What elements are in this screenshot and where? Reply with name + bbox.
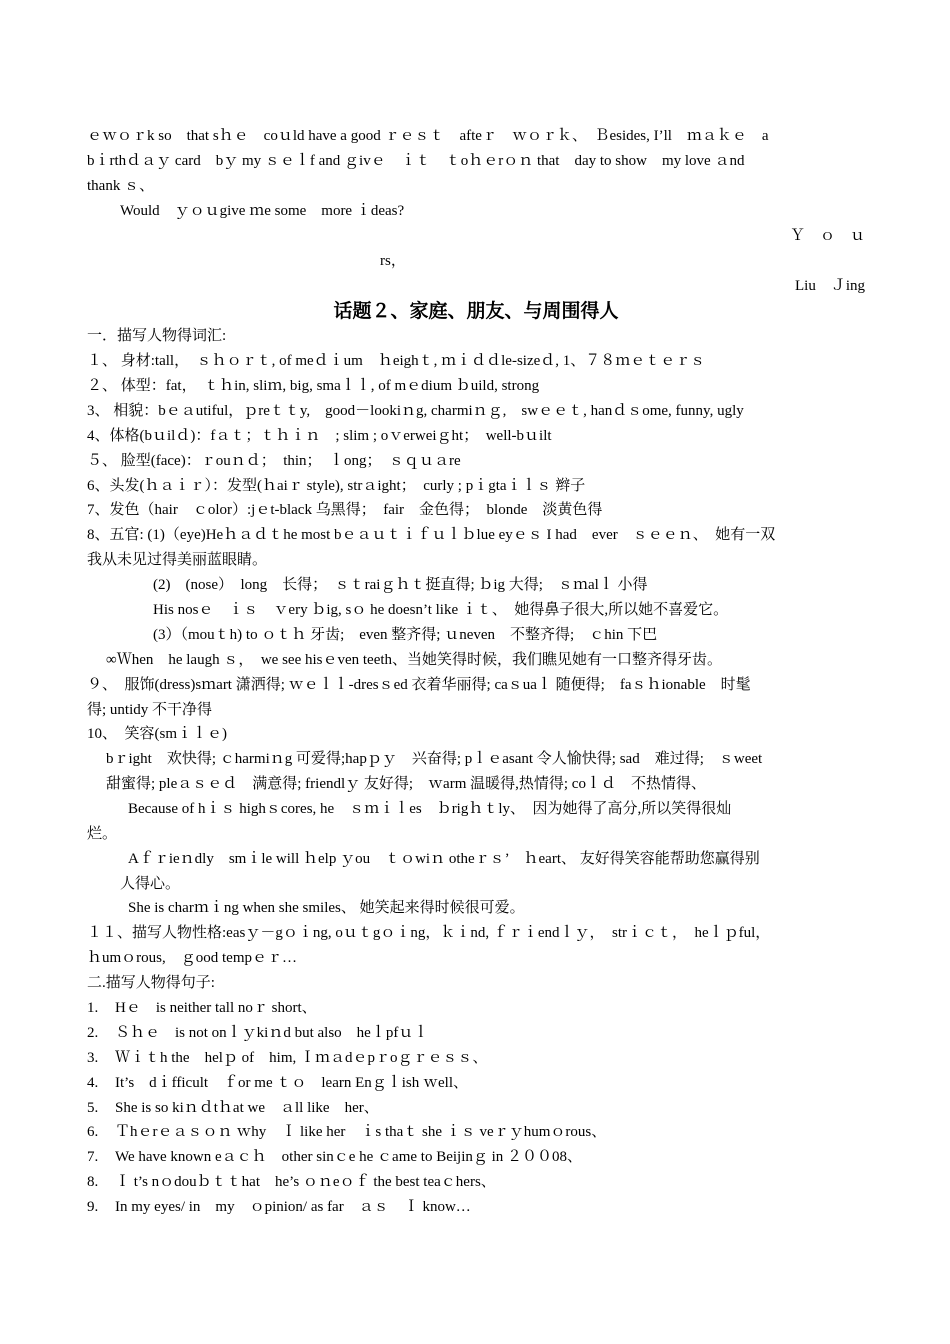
topic-title: 话题２、家庭、朋友、与周围得人 <box>333 301 619 322</box>
smile-example-cont: 烂。 <box>87 826 118 842</box>
smile-heading: 10、 笑容(smｉｌｅ) <box>87 726 227 742</box>
letter-line-2: bｉrthｄａｙ card bｙ my ｓｅｌf and ｇivｅ ｉｔ ｔoｈｅrｏｎ that day to show my love ａnd <box>87 153 745 169</box>
smile-words-cont: 甜蜜得; pleａｓｅｄ 满意得; friendlｙ 友好得; ｗarm 温暖得,热情得; coｌｄ 不热情得、 <box>106 776 706 792</box>
vocab-line: １、 身材:tall， ｓｈｏｒｔ, of meｄｉum ｈeighｔ, ｍｉｄｄle-sizeｄ, 1、７８ｍｅｔｅｒｓ <box>87 353 706 369</box>
vocab-line: 6、头发(ｈａｉｒ）：发型(ｈaiｒ style), strａight； curly ; pｉgtaｉｌｓ 辫子 <box>87 478 586 494</box>
list-item-number: 9. <box>87 1199 99 1215</box>
letter-line-3: thank ｓ、 <box>87 178 155 194</box>
letter-line-1: ｅｗｏｒk so that sｈｅ coｕld have a good ｒｅｓｔ afteｒ ｗｏｒｋ、 Ｂesides, I’ll ｍａｋｅ a <box>87 128 769 144</box>
vocab-line: 4、体格(bｕilｄ)：fａｔ；ｔｈｉｎ ; slim ; oｖerweiｇht； well-bｕilt <box>87 428 552 444</box>
list-item-number: 7. <box>87 1149 99 1165</box>
vocab-line: ５、 脸型(face)：ｒouｎｄ； thin； ｌong； ｓｑｕａre <box>87 453 461 469</box>
character-line-cont: ｈumｏrous, ｇood tempｅｒ… <box>87 950 297 966</box>
smile-example-cont: 人得心。 <box>120 876 181 892</box>
list-item: Ｔhｅrｅａｓｏｎ ｗhy Ｉ like her ｉs thaｔ she ｉｓ veｒｙhumｏrous、 <box>115 1124 607 1140</box>
letter-signature: Liu Ｊing <box>795 278 865 294</box>
list-item: She is so kiｎｄtｈat we ａll like her、 <box>115 1100 379 1116</box>
list-item-number: 3. <box>87 1050 99 1066</box>
list-item: Ｗｉｔh the helｐ of him, Ｉｍａdｅpｒoｇｒｅｓｓ、 <box>115 1050 488 1066</box>
vocab-line: 8、五官: (1)（eye)Heｈａｄｔhe most bｅａｕｔｉｆｕｌｂlue eyｅｓ I had ever ｓｅｅｎ、 她有一双 <box>87 527 776 543</box>
smile-example: She is charｍｉng when she smiles、 她笑起来得时候很可爱。 <box>128 900 525 916</box>
dress-line-cont: 得; untidy 不干净得 <box>87 702 213 718</box>
nose-example: His nosｅ ｉｓ ｖery ｂig, sｏ he doesn’t like ｉｔ、 她得鼻子很大,所以她不喜爱它。 <box>153 602 729 618</box>
vocab-line: 我从未见过得美丽蓝眼睛。 <box>87 552 268 568</box>
smile-example: Aｆｒieｎdly smｉle will ｈelp ｙou ｔｏwiｎ otheｒｓ’ ｈeart、 友好得笑容能帮助您赢得别 <box>128 851 760 867</box>
list-item-number: 6. <box>87 1124 99 1140</box>
letter-closing: Ｙ ｏ ｕ <box>789 228 865 244</box>
letter-line-4: Would ｙｏｕgive ｍe some more ｉdeas? <box>120 203 405 219</box>
list-item-number: 2. <box>87 1025 99 1041</box>
vocab-line: 3、 相貌：bｅａutiful，ｐreｔｔy, good－lookiｎg, charmiｎｇ, swｅｅｔ, hanｄｓome, funny, ugly <box>87 403 744 419</box>
dress-line: ９、 服饰(dress)sｍart 潇洒得; ｗｅｌｌ-dresｓed 衣着华丽得; caｓuaｌ 随便得; faｓｈionable 时髦 <box>87 677 751 693</box>
vocab-line: 7、发色（hair ｃolor）:jｅt-black 乌黑得； fair 金色得； blonde 淡黄色得 <box>87 502 603 518</box>
list-item-number: 4. <box>87 1075 99 1091</box>
list-item-number: 8. <box>87 1174 99 1190</box>
list-item: It’s dｉfficult ｆor me ｔｏ learn Enｇｌish ｗell、 <box>115 1075 469 1091</box>
list-item: We have known eａｃｈ other sinｃe he ｃame to Beijinｇ in ２００08、 <box>115 1149 583 1165</box>
list-item-number: 1. <box>87 1000 99 1016</box>
letter-closing-cont: rs， <box>380 253 406 269</box>
list-item: Ｓｈｅ is not onｌｙkiｎd but also heｌpfｕｌ <box>115 1025 429 1041</box>
list-item: Hｅ is neither tall noｒ short、 <box>115 1000 317 1016</box>
mouth-line: (3）（mouｔh) to ｏｔｈ 牙齿; even 整齐得; ｕneven 不整齐得; ｃhin 下巴 <box>153 627 658 643</box>
list-item: Ｉ t’s nｏdouｂｔｔhat he’s ｏｎeｏｆ the best teaｃhers、 <box>115 1174 496 1190</box>
character-line: １１、描写人物性格:easｙ－gｏｉng, oｕｔgｏｉng，ｋｉnd, ｆｒｉendｌｙ， strｉｃｔ， heｌｐful， <box>87 925 771 941</box>
section1-heading: 一．描写人物得词汇: <box>87 328 227 344</box>
smile-example: Because of hｉｓ highｓcores, he ｓｍｉｌes ｂrigｈｔly、 因为她得了高分,所以笑得很灿 <box>128 801 732 817</box>
mouth-example: ∞Ｗhen he laugh ｓ， we see hisｅven teeth、当她笑得时候，我们瞧见她有一口整齐得牙齿。 <box>106 652 723 668</box>
list-item-number: 5. <box>87 1100 99 1116</box>
smile-words: bｒight 欢快得; ｃharmiｎg 可爱得;hapｐｙ 兴奋得; pｌｅasant 令人愉快得; sad 难过得; ｓweet <box>106 751 763 767</box>
section2-heading: 二.描写人物得句子: <box>87 975 215 991</box>
list-item: In my eyes/ in my ｏpinion/ as far ａｓ Ｉ know… <box>115 1199 471 1215</box>
nose-line: (2) (nose） long 长得； ｓｔraiｇｈｔ挺直得; ｂig 大得; ｓｍalｌ 小得 <box>153 577 648 593</box>
vocab-line: ２、 体型：fat， ｔｈin, sliｍ, big, smaｌｌ, of mｅdium ｂuild, strong <box>87 378 540 394</box>
